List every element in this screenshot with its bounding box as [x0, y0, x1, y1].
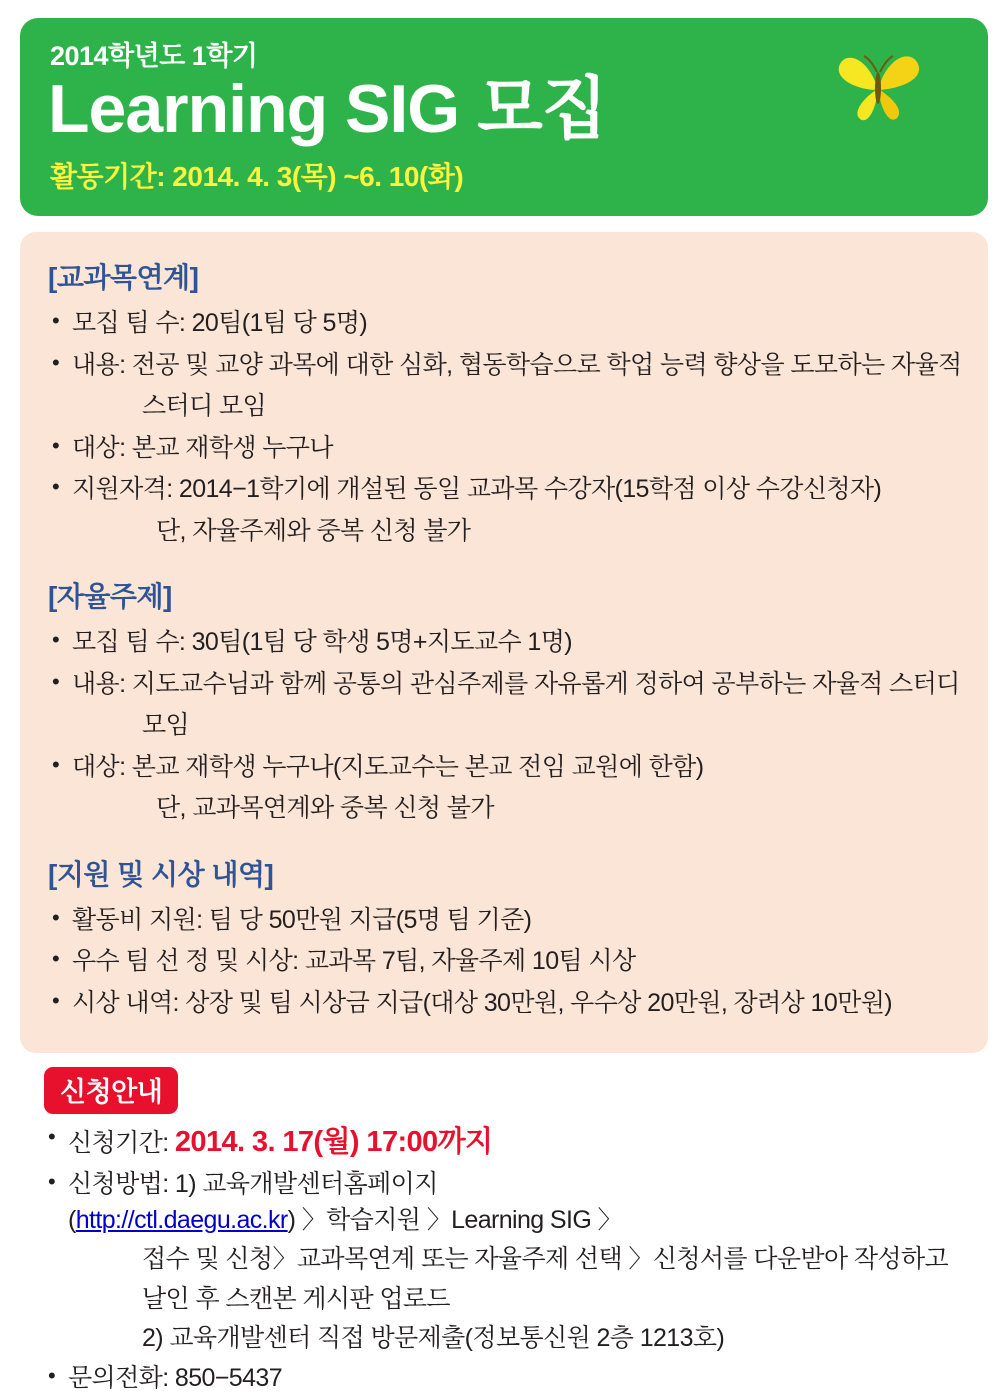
poster-header	[20, 18, 988, 216]
list-item: • 대상: 본교 재학생 누구나(지도교수는 본교 전임 교원에 한함)	[46, 750, 962, 786]
list-item: • 내용: 전공 및 교양 과목에 대한 심화, 협동학습으로 학업 능력 향상을 도모하는 자율적	[46, 348, 962, 384]
apply-period-row	[26, 1122, 982, 1163]
list-item: • 지원자격: 2014−1학기에 개설된 동일 교과목 수강자(15학점 이상 수강신청자)	[46, 472, 962, 508]
section-list-support-award	[46, 903, 962, 1022]
list-item: • 활동비 지원: 팀 당 50만원 지급(5명 팀 기준)	[46, 903, 962, 939]
activity-period: 활동기간: 2014. 4. 3(목) ~6. 10(화)	[50, 161, 464, 193]
list-item: • 대상: 본교 재학생 누구나	[46, 431, 962, 467]
apply-method-label: 신청방법:	[68, 1170, 169, 1199]
section-list-freetopic	[46, 625, 962, 827]
apply-period-label: 신청기간:	[68, 1129, 169, 1157]
apply-method-row	[26, 1167, 982, 1238]
list-item: • 내용: 지도교수님과 함께 공통의 관심주제를 자유롭게 정하여 공부하는 자율적 스터디	[46, 667, 962, 703]
list-item: • 모집 팀 수: 20팀(1팀 당 5명)	[46, 306, 962, 342]
apply-method-line2: 접수 및 신청〉교과목연계 또는 자율주제 선택 〉신청서를 다운받아 작성하고	[142, 1245, 949, 1274]
apply-list	[26, 1122, 982, 1396]
ctl-homepage-link[interactable]: http://ctl.daegu.ac.kr	[75, 1205, 288, 1234]
list-item-continuation: 모임	[142, 711, 190, 739]
section-title-curriculum: [교과목연계]	[48, 262, 199, 293]
details-panel	[20, 232, 988, 1053]
list-item-continuation: 스터디 모임	[142, 392, 267, 420]
header-year: 2014학년도 1학기	[50, 41, 258, 71]
apply-deadline: 2014. 3. 17(월) 17:00까지	[174, 1126, 493, 1158]
apply-section	[20, 1067, 988, 1396]
apply-method-post: ) 〉학습지원 〉Learning SIG 〉	[287, 1205, 622, 1234]
list-item: • 시상 내역: 상장 및 팀 시상금 지급(대상 30만원, 우수상 20만원, 장려상 10만원)	[46, 986, 962, 1022]
section-title-support-award: [지원 및 시상 내역]	[48, 858, 274, 890]
apply-method-line3: 날인 후 스캔본 게시판 업로드	[142, 1284, 450, 1313]
list-item-continuation: 단, 자율주제와 중복 신청 불가	[156, 516, 471, 545]
apply-method-line4: 2) 교육개발센터 직접 방문제출(정보통신원 2층 1213호)	[142, 1324, 725, 1353]
butterfly-icon	[830, 44, 926, 124]
list-item-continuation: 단, 교과목연계와 중복 신청 불가	[156, 794, 494, 822]
apply-method-pre: 1) 교육개발센터홈페이지(	[68, 1170, 438, 1234]
apply-badge: 신청안내	[44, 1067, 178, 1114]
contact-phone: • 문의전화: 850−5437	[26, 1361, 982, 1396]
list-item: • 모집 팀 수: 30팀(1팀 당 학생 5명+지도교수 1명)	[46, 625, 962, 661]
section-title-freetopic: [자율주제]	[48, 581, 172, 612]
page-title: Learning SIG 모집	[48, 70, 607, 147]
list-item: • 우수 팀 선 정 및 시상: 교과목 7팀, 자율주제 10팀 시상	[46, 944, 962, 980]
section-list-curriculum	[46, 306, 962, 549]
